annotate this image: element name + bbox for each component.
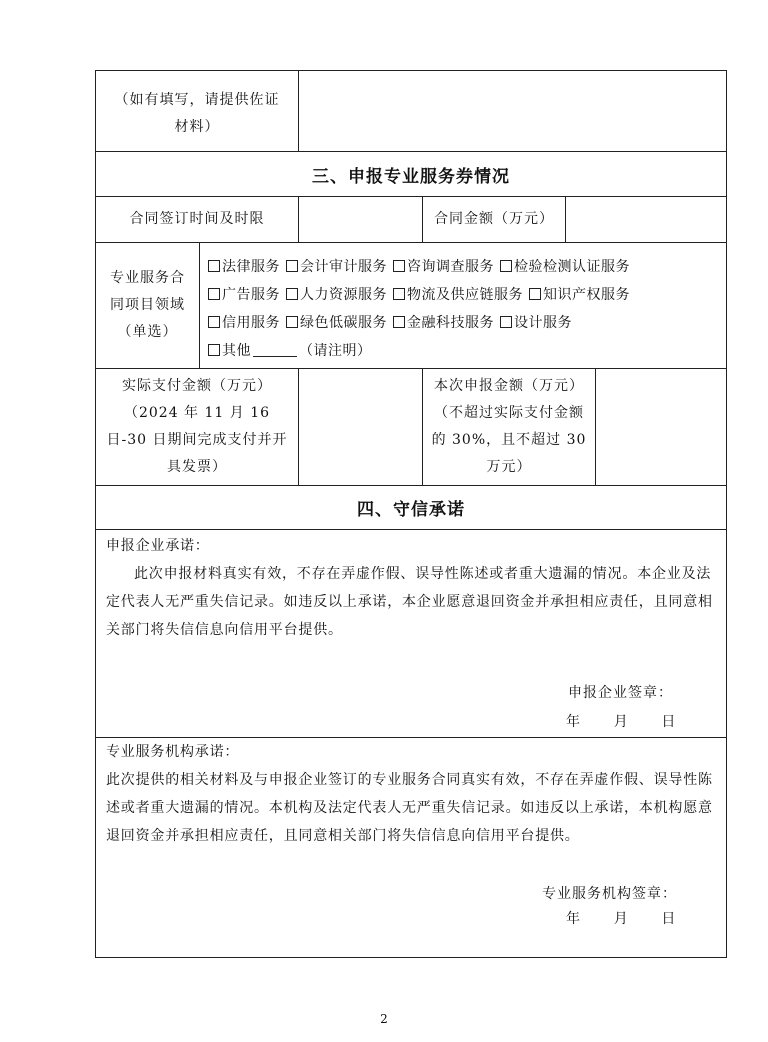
service-option[interactable]	[500, 259, 630, 275]
section-3-title: 三、申报专业服务券情况	[312, 166, 510, 187]
agency-pledge	[96, 738, 726, 959]
service-option[interactable]	[286, 287, 387, 303]
company-pledge	[96, 530, 726, 738]
service-option[interactable]	[208, 287, 280, 303]
service-option[interactable]	[393, 315, 494, 331]
service-option-label: 知识产权服务	[543, 287, 630, 303]
contract-time-input[interactable]	[299, 197, 423, 242]
service-option-label: 金融科技服务	[407, 315, 494, 331]
service-option[interactable]	[208, 259, 280, 275]
option-other-note: （请注明）	[299, 343, 372, 359]
checkbox-icon[interactable]	[393, 288, 405, 300]
option-other-label: 其他	[222, 343, 251, 359]
actual-pay-input[interactable]	[299, 369, 423, 485]
service-option-label: 信用服务	[222, 315, 280, 331]
checkbox-icon[interactable]	[393, 316, 405, 328]
checkbox-icon[interactable]	[208, 260, 220, 272]
service-option-label: 人力资源服务	[300, 287, 387, 303]
service-option-label: 会计审计服务	[300, 259, 387, 275]
section-4-header	[96, 486, 726, 530]
service-option[interactable]	[286, 259, 387, 275]
option-other[interactable]	[208, 337, 726, 365]
option-line	[208, 253, 726, 281]
agency-sign-date[interactable]: 年 月 日	[566, 911, 677, 927]
service-option[interactable]	[208, 315, 280, 331]
contract-row	[96, 197, 726, 243]
page-number: 2	[380, 1012, 388, 1026]
checkbox-icon[interactable]	[529, 288, 541, 300]
company-seal-label: 申报企业签章：	[568, 685, 673, 701]
service-option-label: 检验检测认证服务	[514, 259, 630, 275]
checkbox-icon[interactable]	[208, 316, 220, 328]
agency-pledge-body: 此次提供的相关材料及与申报企业签订的专业服务合同真实有效，不存在弄虚作假、误导性陈述或者重大遗漏的情况。本机构及法定代表人无严重失信记录。如违反以上承诺，本机构愿意退回资金并承担相应责任，且同意相关部门将失信信息向信用平台提供。	[106, 772, 713, 844]
service-option-label: 绿色低碳服务	[300, 315, 387, 331]
checkbox-icon[interactable]	[500, 316, 512, 328]
option-line	[208, 281, 726, 309]
service-option-label: 广告服务	[222, 287, 280, 303]
agency-pledge-heading: 专业服务机构承诺：	[106, 744, 240, 760]
option-line	[208, 309, 726, 337]
evidence-row	[96, 71, 726, 152]
other-blank[interactable]	[253, 342, 297, 357]
service-field-row	[96, 243, 726, 369]
section-4-title: 四、守信承诺	[357, 500, 465, 520]
section-3-header	[96, 152, 726, 197]
checkbox-icon[interactable]	[286, 288, 298, 300]
application-form-table	[95, 70, 727, 958]
service-option-label: 设计服务	[514, 315, 572, 331]
evidence-note: （如有填写，请提供佐证材料）	[96, 71, 299, 151]
contract-time-label: 合同签订时间及时限	[96, 197, 299, 242]
service-option[interactable]	[500, 315, 572, 331]
service-field-options	[200, 243, 726, 368]
contract-amount-input[interactable]	[566, 197, 726, 242]
amount-row	[96, 369, 726, 486]
agency-seal-label: 专业服务机构签章：	[542, 886, 677, 902]
checkbox-icon[interactable]	[208, 344, 220, 356]
service-option[interactable]	[286, 315, 387, 331]
checkbox-icon[interactable]	[393, 260, 405, 272]
apply-amount-input[interactable]	[596, 369, 726, 485]
service-option[interactable]	[529, 287, 630, 303]
contract-amount-label: 合同金额（万元）	[423, 197, 566, 242]
actual-pay-label: 实际支付金额（万元）（2024 年 11 月 16 日-30 日期间完成支付并开具发票）	[96, 369, 299, 485]
company-pledge-body: 此次申报材料真实有效，不存在弄虚作假、误导性陈述或者重大遗漏的情况。本企业及法定代表人无严重失信记录。如违反以上承诺，本企业愿意退回资金并承担相应责任，且同意相关部门将失信信息向信用平台提供。	[106, 566, 713, 638]
checkbox-icon[interactable]	[500, 260, 512, 272]
checkbox-icon[interactable]	[286, 316, 298, 328]
apply-amount-label: 本次申报金额（万元）（不超过实际支付金额的 30%，且不超过 30 万元）	[423, 369, 596, 485]
company-pledge-heading: 申报企业承诺：	[106, 538, 210, 554]
evidence-input-cell[interactable]	[299, 71, 726, 151]
service-option-label: 物流及供应链服务	[407, 287, 523, 303]
checkbox-icon[interactable]	[208, 288, 220, 300]
service-option[interactable]	[393, 259, 494, 275]
service-option-label: 咨询调查服务	[407, 259, 494, 275]
service-option-label: 法律服务	[222, 259, 280, 275]
company-sign-date[interactable]: 年 月 日	[566, 714, 677, 730]
service-field-label: 专业服务合同项目领域（单选）	[96, 243, 200, 368]
service-option[interactable]	[393, 287, 523, 303]
checkbox-icon[interactable]	[286, 260, 298, 272]
